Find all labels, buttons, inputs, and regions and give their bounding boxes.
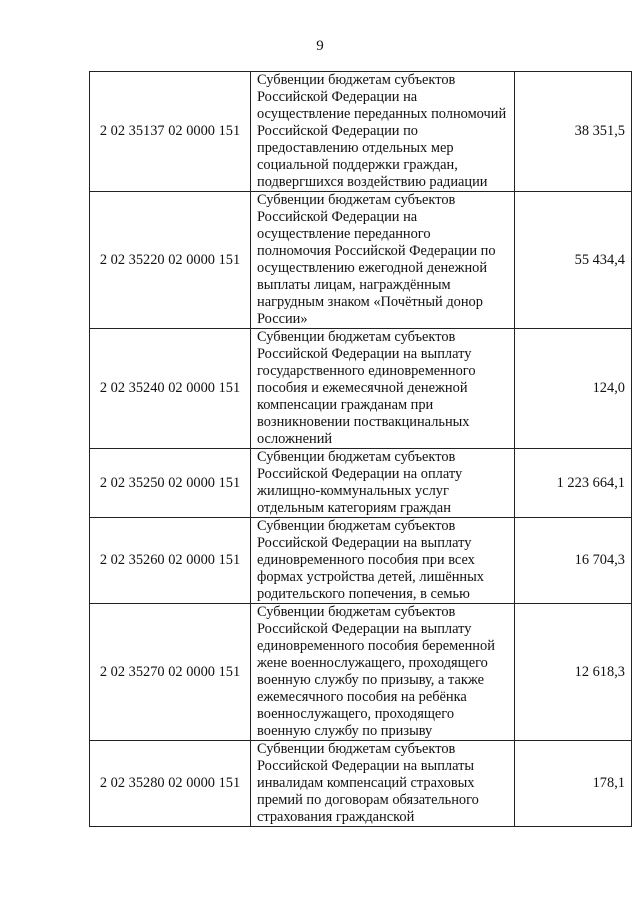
budget-code-cell: 2 02 35240 02 0000 151 xyxy=(90,329,251,449)
budget-code-cell: 2 02 35250 02 0000 151 xyxy=(90,449,251,518)
amount-cell: 55 434,4 xyxy=(515,192,632,329)
budget-code-cell: 2 02 35270 02 0000 151 xyxy=(90,604,251,741)
description-cell: Субвенции бюджетам субъектов Российской Федерации на оплату жилищно-коммунальных услуг отдельным категориям граждан xyxy=(251,449,515,518)
description-cell: Субвенции бюджетам субъектов Российской Федерации на выплату единовременного пособия беременной жене военнослужащего, проходящего военную службу по призыву, а также ежемесячного пособия на ребёнка военнослужащего, проходящего военную службу по призыву xyxy=(251,604,515,741)
description-cell: Субвенции бюджетам субъектов Российской Федерации на осуществление переданных полномочий Российской Федерации по предоставлению отдельных мер социальной поддержки граждан, подвергшихся воздействию радиации xyxy=(251,72,515,192)
budget-code-cell: 2 02 35260 02 0000 151 xyxy=(90,518,251,604)
amount-cell: 178,1 xyxy=(515,741,632,827)
description-cell: Субвенции бюджетам субъектов Российской Федерации на выплату государственного единовременного пособия и ежемесячной денежной компенсации гражданам при возникновении поствакцинальных осложнений xyxy=(251,329,515,449)
table-row xyxy=(90,449,632,518)
table-row xyxy=(90,604,632,741)
amount-cell: 1 223 664,1 xyxy=(515,449,632,518)
page-number: 9 xyxy=(316,38,324,54)
description-cell: Субвенции бюджетам субъектов Российской Федерации на осуществление переданного полномочия Российской Федерации по осуществлению ежегодной денежной выплаты лицам, награждённым нагрудным знаком «Почётный донор России» xyxy=(251,192,515,329)
table-row xyxy=(90,329,632,449)
description-cell: Субвенции бюджетам субъектов Российской Федерации на выплату единовременного пособия при всех формах устройства детей, лишённых родительского попечения, в семью xyxy=(251,518,515,604)
amount-cell: 38 351,5 xyxy=(515,72,632,192)
amount-cell: 124,0 xyxy=(515,329,632,449)
table-row xyxy=(90,72,632,192)
table-row xyxy=(90,741,632,827)
budget-code-cell: 2 02 35280 02 0000 151 xyxy=(90,741,251,827)
amount-cell: 12 618,3 xyxy=(515,604,632,741)
table-row xyxy=(90,192,632,329)
amount-cell: 16 704,3 xyxy=(515,518,632,604)
budget-code-cell: 2 02 35137 02 0000 151 xyxy=(90,72,251,192)
budget-code-cell: 2 02 35220 02 0000 151 xyxy=(90,192,251,329)
description-cell: Субвенции бюджетам субъектов Российской Федерации на выплаты инвалидам компенсаций страховых премий по договорам обязательного страхования гражданской xyxy=(251,741,515,827)
budget-table xyxy=(89,71,632,827)
table-row xyxy=(90,518,632,604)
